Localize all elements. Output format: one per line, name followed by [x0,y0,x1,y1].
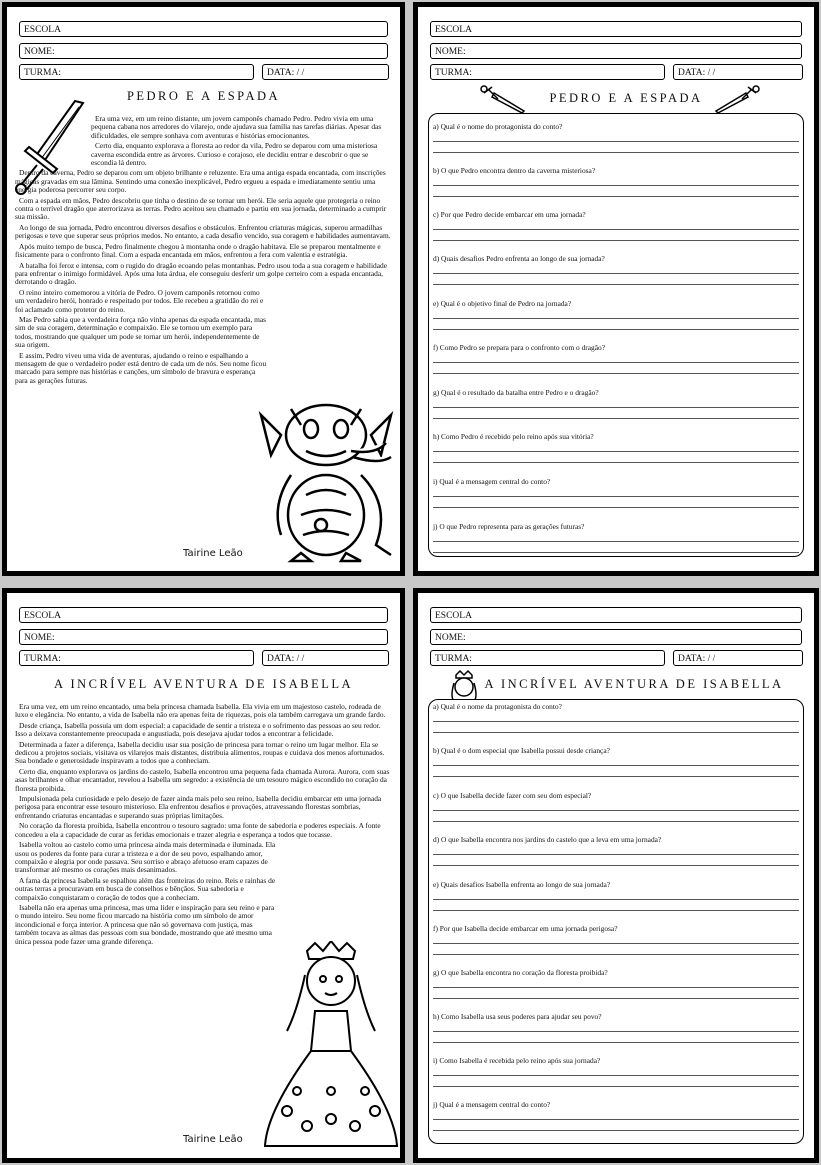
story-paragraph: Impulsionada pela curiosidade e pelo desejo de fazer ainda mais pelo seu reino, Isabella decidiu embarcar em uma jornada perigosa para encontrar esse tesouro misterioso. Ela enfrentou desafios e provações, atravessando florestas sombrias, enfrentando criaturas encantadas e superando suas próprias limitações. [15,794,382,820]
story-title: A INCRÍVEL AVENTURA DE ISABELLA [53,677,354,691]
data-field[interactable]: DATA: / / [262,650,389,666]
question-text: e) Qual é o objetivo final de Pedro na jornada? [433,299,572,308]
escola-field[interactable]: ESCOLA [19,21,388,37]
nome-field[interactable]: NOME: [430,43,802,59]
answer-line[interactable] [433,944,799,955]
question-text: d) O que Isabella encontra nos jardins do castelo que a leva em uma jornada? [433,835,662,844]
question-text: i) Qual é a mensagem central do conto? [433,477,551,486]
question-item [433,299,799,330]
pedro-questions-page [413,2,819,576]
turma-field[interactable]: TURMA: [430,650,665,666]
answer-line[interactable] [433,1076,799,1087]
question-item [433,522,799,553]
story-paragraph: Certo dia, enquanto explorava a floresta ao redor da vila, Pedro se deparou com uma misteriosa caverna escondida entre as árvores. Curioso e corajoso, ele decidiu entrar e descobrir o que se escondia lá dentro. [91,141,378,168]
isabella-story-page [2,588,405,1163]
sword-icon [478,83,526,115]
story-paragraph: Certo dia, enquanto explorava os jardins do castelo, Isabella encontrou uma pequena fada chamada Aurora. Aurora, com suas asas brilhantes e olhar encantador, revelou a Isabella um segredo: a existência de um tesouro mágico escondido no coração da floresta proibida. [15,766,390,793]
answer-line[interactable] [433,722,799,733]
story-text [15,703,392,948]
story-paragraph: A fama da princesa Isabella se espalhou além das fronteiras do reino. Reis e rainhas de outras terras a procuravam em busca de conselhos e bênçãos. Sua sabedoria e compaixão conquistaram o coração de todos que a conheciam. [15,875,276,902]
story-paragraph: Dentro da caverna, Pedro se deparou com um objeto brilhante e reluzente. Era uma antiga espada encantada, com inscrições mágicas gravadas em sua lâmina. Sentindo uma conexão inexplicável, Pedro ergueu a espada e imediatamente sentiu uma energia poderosa percorrer seu corpo. [15,168,386,195]
question-text: f) Por que Isabella decide embarcar em uma jornada perigosa? [433,924,618,933]
answer-line[interactable] [433,131,799,142]
nome-field[interactable]: NOME: [19,629,388,645]
question-item [433,432,799,463]
story-paragraph: Determinada a fazer a diferença, Isabella decidiu usar sua posição de princesa para tornar o reino um lugar melhor. Ela se dedicou a projetos sociais, visitava os vilarejos mais distantes, distribuía alimentos, roupas e cuidava dos menos afortunados. Sua bondade e generosidade inspiravam a todos que a conheciam. [15,739,385,766]
answer-line[interactable] [433,977,799,988]
story-paragraph: Isabella não era apenas uma princesa, mas uma líder e inspiração para seu reino e para o mundo inteiro. Seu nome ficou marcado na história como um símbolo de amor incondicional e força interior. A princesa que não só governava com justiça, mas também tocava as almas das pessoas com sua bondade, mostrando que até mesmo uma única pessoa pode fazer uma grande diferença. [15,902,275,946]
question-item [433,835,799,866]
question-text: c) Por que Pedro decide embarcar em uma jornada? [433,210,586,219]
story-paragraph: Desde criança, Isabella possuía um dom especial: a capacidade de sentir a tristeza e o sofrimento das pessoas ao seu redor. Isso a deixava constantemente preocupada e angustiada, pois desejava ajudar todos a encontrar a felicidade. [15,720,381,739]
story-paragraph: Mas Pedro sabia que a verdadeira força não vinha apenas da espada encantada, mas sim de sua coragem, determinação e compaixão. Ele se tornou um exemplo para todos, mostrando que qualquer um pode se tornar um herói, independentemente de sua origem. [15,314,267,350]
answer-line[interactable] [433,933,799,944]
question-item [433,791,799,822]
question-text: e) Quais desafios Isabella enfrenta ao longo de sua jornada? [433,880,611,889]
turma-data-row [19,651,388,667]
dragon-illustration [251,395,401,563]
answer-line[interactable] [433,766,799,777]
answer-line[interactable] [433,1032,799,1043]
question-item [433,924,799,955]
answer-line[interactable] [433,486,799,497]
question-text: a) Qual é o nome do protagonista do conto? [433,122,563,131]
author-name: Tairine Leão [183,1134,243,1145]
data-field[interactable]: DATA: / / [673,64,803,80]
answer-line[interactable] [433,1109,799,1120]
answer-line[interactable] [433,319,799,330]
answer-line[interactable] [433,363,799,374]
princess-icon [448,669,480,703]
questions-box [428,699,804,1144]
question-item [433,1056,799,1087]
answer-line[interactable] [433,452,799,463]
question-text: h) Como Isabella usa seus poderes para ajudar seu povo? [433,1012,602,1021]
answer-line[interactable] [433,263,799,274]
answer-line[interactable] [433,800,799,811]
story-paragraph: Ao longo de sua jornada, Pedro encontrou diversos desafios e obstáculos. Enfrentou criaturas mágicas, superou armadilhas perigosas e teve que superar seus próprios medos. No entanto, a cada desafio vencido, sua coragem e habilidades aumentavam. [15,222,391,241]
data-field[interactable]: DATA: / / [262,64,389,80]
question-item [433,746,799,777]
question-item [433,254,799,285]
answer-line[interactable] [433,1120,799,1131]
turma-data-row [430,65,802,81]
nome-field[interactable]: NOME: [430,629,802,645]
answer-line[interactable] [433,844,799,855]
answer-line[interactable] [433,900,799,911]
question-text: b) O que Pedro encontra dentro da caverna misteriosa? [433,166,596,175]
answer-line[interactable] [433,711,799,722]
question-text: d) Quais desafios Pedro enfrenta ao longo de sua jornada? [433,254,605,263]
story-paragraph: No coração da floresta proibida, Isabella encontrou o tesouro sagrado: uma fonte de sabedoria e poderes especiais. A fonte concedeu a ela a capacidade de curar as feridas emocionais e trazer alegria e esperança a todos que tocasse. [15,821,381,839]
question-text: i) Como Isabella é recebida pelo reino após sua jornada? [433,1056,601,1065]
answer-line[interactable] [433,175,799,186]
escola-field[interactable]: ESCOLA [430,607,802,623]
answer-line[interactable] [433,308,799,319]
princess-illustration [257,941,402,1151]
story-text [15,115,392,387]
turma-data-row [430,651,802,667]
isabella-questions-page [413,588,819,1163]
escola-field[interactable]: ESCOLA [19,607,388,623]
answer-line[interactable] [433,889,799,900]
question-item [433,968,799,999]
story-paragraph: Era uma vez, em um reino distante, um jovem camponês chamado Pedro. Pedro vivia em uma pequena cabana nos arredores do vilarejo, onde ajudava sua família nas tarefas diárias. Apesar das dificuldades, ele sempre sonhava com aventuras e histórias emocionantes. [91,114,382,140]
question-text: a) Qual é o nome da protagonista do conto? [433,702,562,711]
story-title: PEDRO E A ESPADA [126,89,281,103]
turma-field[interactable]: TURMA: [430,64,665,80]
answer-line[interactable] [433,186,799,197]
author-name: Tairine Leão [183,548,243,559]
question-text: c) O que Isabella decide fazer com seu dom especial? [433,791,592,800]
story-paragraph: Após muito tempo de busca, Pedro finalmente chegou à montanha onde o dragão habitava. Ele se preparou mentalmente e fisicamente para o confronto final. Com a espada encantada em mãos, enfrentou a fera com valentia e estratégia. [15,241,381,260]
answer-line[interactable] [433,542,799,553]
question-item [433,166,799,197]
escola-field[interactable]: ESCOLA [430,21,802,37]
question-text: j) O que Pedro representa para as gerações futuras? [433,522,585,531]
answer-line[interactable] [433,1021,799,1032]
answer-line[interactable] [433,755,799,766]
story-paragraph: A batalha foi feroz e intensa, com o rugido do dragão ecoando pelas montanhas. Pedro usou toda a sua coragem e habilidade para enfrentar o inimigo formidável. Após uma luta árdua, ele conseguiu desferir um golpe certeiro com a espada encantada, derrotando o dragão. [15,260,387,287]
question-text: g) O que Isabella encontra no coração da floresta proibida? [433,968,608,977]
answer-line[interactable] [433,855,799,866]
answer-line[interactable] [433,397,799,408]
question-item [433,1100,799,1131]
question-text: h) Como Pedro é recebido pelo reino após sua vitória? [433,432,594,441]
turma-field[interactable]: TURMA: [19,64,254,80]
answer-line[interactable] [433,1065,799,1076]
question-item [433,702,799,733]
answer-line[interactable] [433,988,799,999]
question-text: b) Qual é o dom especial que Isabella possui desde criança? [433,746,610,755]
story-paragraph: O reino inteiro comemorou a vitória de Pedro. O jovem camponês retornou como um verdadeiro herói, honrado e respeitado por todos. Ele recebeu a gratidão do rei e foi aclamado como protetor do reino. [15,287,264,314]
answer-line[interactable] [433,230,799,241]
question-item [433,1012,799,1043]
answer-line[interactable] [433,441,799,452]
story-title: PEDRO E A ESPADA [549,91,703,105]
questions-box [428,113,804,557]
answer-line[interactable] [433,352,799,363]
question-item [433,880,799,911]
data-field[interactable]: DATA: / / [673,650,803,666]
question-item [433,388,799,419]
story-paragraph: Era uma vez, em um reino encantado, uma bela princesa chamada Isabella. Ela vivia em um majestoso castelo, rodeada de luxo e elegância. No entanto, a vida de Isabella não era apenas feita de riquezas, pois ela também carregava um grande fardo. [15,702,386,720]
turma-field[interactable]: TURMA: [19,650,254,666]
answer-line[interactable] [433,531,799,542]
answer-line[interactable] [433,274,799,285]
turma-data-row [19,65,388,81]
question-text: j) Qual é a mensagem central do conto? [433,1100,551,1109]
answer-line[interactable] [433,142,799,153]
sword-icon [714,83,762,115]
question-text: f) Como Pedro se prepara para o confronto com o dragão? [433,343,605,352]
pedro-story-page [2,2,405,576]
story-paragraph: Com a espada em mãos, Pedro descobriu que tinha o destino de se tornar um herói. Ele seria aquele que protegeria o reino contra o terrível dragão que aterrorizava as terras. Pedro aceitou seu chamado e partiu em sua jornada, determinado a cumprir sua missão. [15,195,387,222]
question-item [433,210,799,241]
answer-line[interactable] [433,811,799,822]
question-item [433,122,799,153]
story-paragraph: Isabella voltou ao castelo como uma princesa ainda mais determinada e iluminada. Ela usou os poderes da fonte para curar a tristeza e a dor de seu povo, espalhando amor, compaixão e alegria por onde passava. Seu sorriso e abraço afetuoso eram capazes de transformar até mesmo os corações mais desanimados. [15,840,276,875]
story-title: A INCRÍVEL AVENTURA DE ISABELLA [484,677,784,691]
question-item [433,343,799,374]
story-paragraph: E assim, Pedro viveu uma vida de aventuras, ajudando o reino e espalhando a mensagem de que o verdadeiro poder está dentro de cada um de nós. Seu nome ficou marcado para sempre nas histórias e canções, um símbolo de bravura e esperança para as gerações futuras. [15,350,267,385]
answer-line[interactable] [433,497,799,508]
question-item [433,477,799,508]
answer-line[interactable] [433,219,799,230]
nome-field[interactable]: NOME: [19,43,388,59]
answer-line[interactable] [433,408,799,419]
question-text: g) Qual é o resultado da batalha entre Pedro e o dragão? [433,388,599,397]
